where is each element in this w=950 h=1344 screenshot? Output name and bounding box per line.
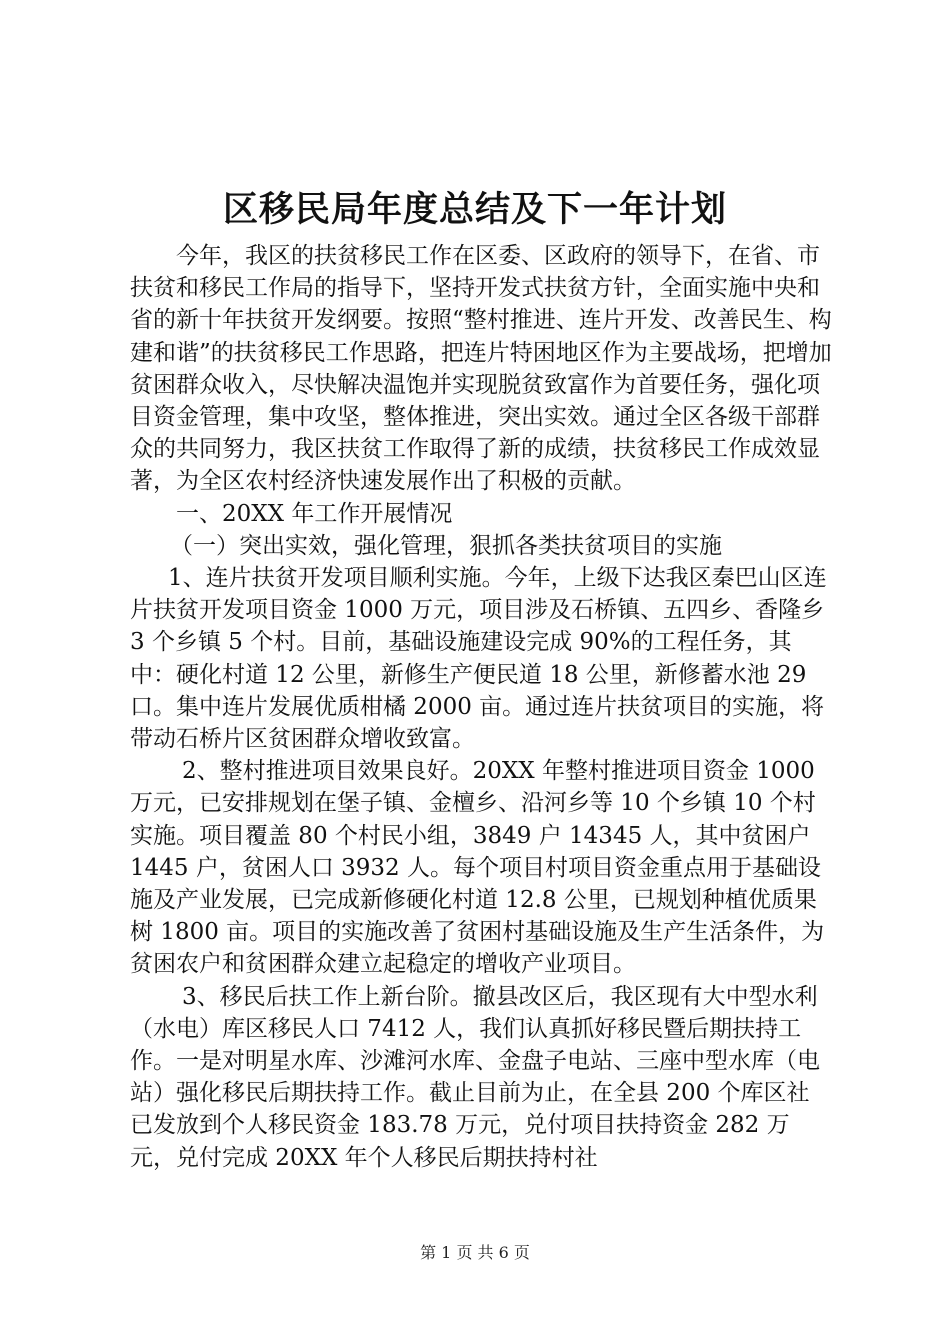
page-title: 区移民局年度总结及下一年计划 [222, 189, 727, 230]
intro-paragraph: 今年，我区的扶贫移民工作在区委、区政府的领导下，在省、市扶贫和移民工作局的指导下，坚持开发式扶贫方针，全面实施中央和省的新十年扶贫开发纲要。按照“整村推进、连片开发、改善民生、构建和谐”的扶贫移民工作思路，把连片特困地区作为主要战场，把增加贫困群众收入，尽快解决温饱并实现脱贫致富作为首要任务，强化项目资金管理，集中攻坚，整体推进，突出实效。通过全区各级干部群众的共同努力，我区扶贫工作取得了新的成绩，扶贫移民工作成效显著，为全区农村经济快速发展作出了积极的贡献。 [130, 243, 832, 495]
item-paragraph-2: 2、整村推进项目效果良好。20XX 年整村推进项目资金 1000 万元，已安排规划在堡子镇、金檀乡、沿河乡等 10 个乡镇 10 个村实施。项目覆盖 80 个村民小组，3849 户 14345 人，其中贫困户 1445 户，贫困人口 3932 人。每个项目村项目资金重点用于基础设施及产业发展，已完成新修硬化村道 12.8 公里，已规划种植优质果树 1800 亩。项目的实施改善了贫困村基础设施及生产生活条件，为贫困农户和贫困群众建立起稳定的增收产业项目。 [130, 758, 825, 978]
subsection-heading: （一）突出实效，强化管理，狠抓各类扶贫项目的实施 [170, 532, 722, 559]
item-paragraph-3: 3、移民后扶工作上新台阶。撤县改区后，我区现有大中型水利（水电）库区移民人口 7412 人，我们认真抓好移民暨后期扶持工作。一是对明星水库、沙滩河水库、金盘子电站、三座中型水库（电站）强化移民后期扶持工作。截止目前为止，在全县 200 个库区社已发放到个人移民资金 183.78 万元，兑付项目扶持资金 282 万元，兑付完成 20XX 年个人移民后期扶持村社 [130, 983, 820, 1171]
section-heading: 一、20XX 年工作开展情况 [176, 500, 453, 527]
document-body [130, 240, 832, 1174]
item-paragraph-1: 1、连片扶贫开发项目顺利实施。今年，上级下达我区秦巴山区连片扶贫开发项目资金 1000 万元，项目涉及石桥镇、五四乡、香隆乡 3 个乡镇 5 个村。目前，基础设施建设完成 90%的工程任务，其中：硬化村道 12 公里，新修生产便民道 18 公里，新修蓄水池 29 口。集中连片发展优质柑橘 2000 亩。通过连片扶贫项目的实施，将带动石桥片区贫困群众增收致富。 [130, 565, 827, 753]
page-number-footer: 第 1 页 共 6 页 [420, 1243, 530, 1262]
